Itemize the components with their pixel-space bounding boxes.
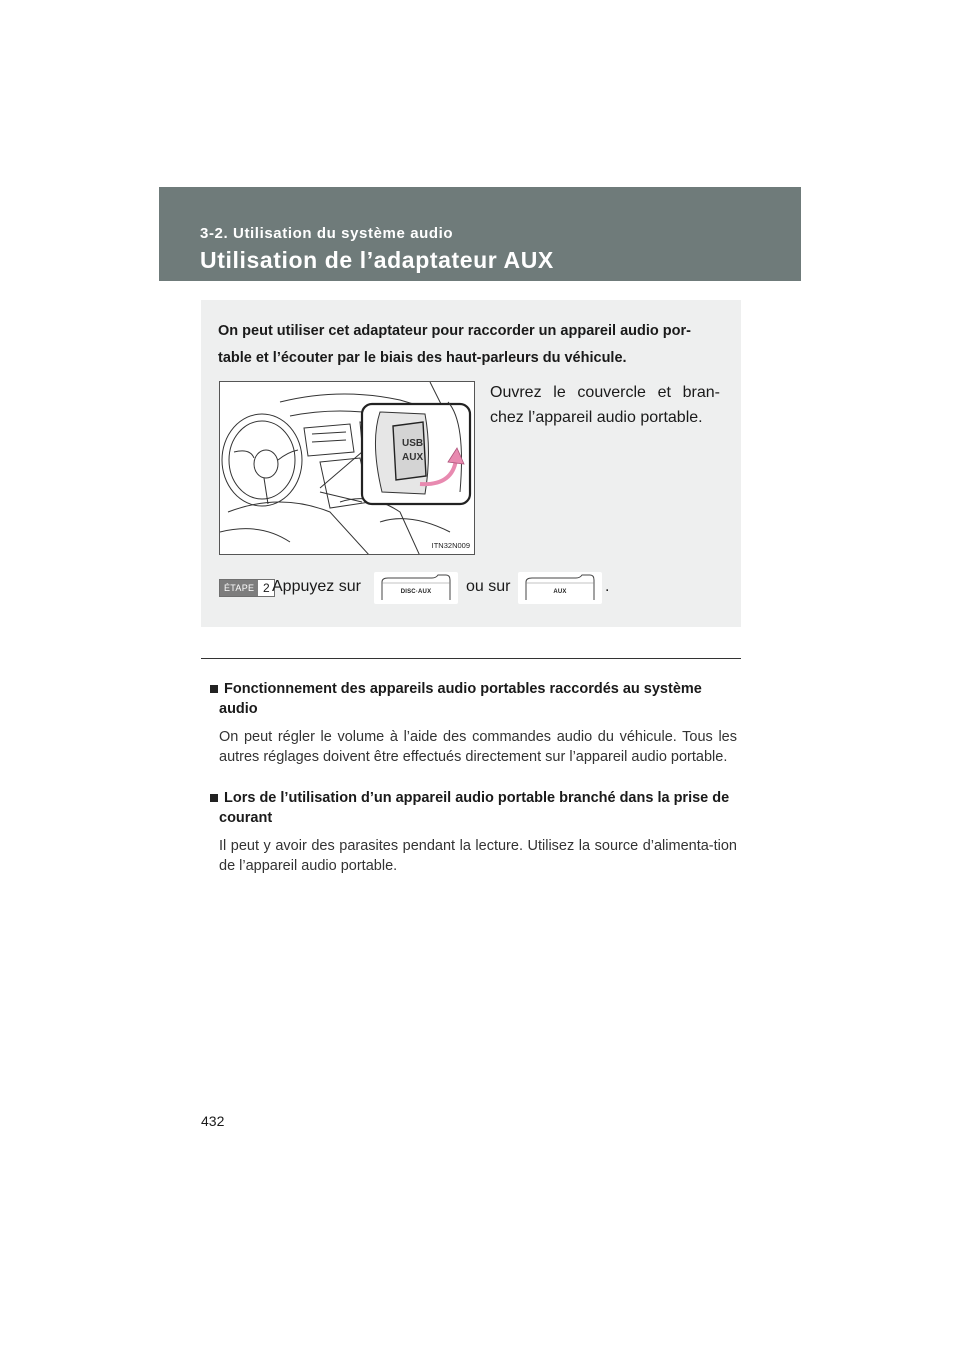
step-1-text: Ouvrez le couvercle et bran-chez l’appareil audio portable. — [490, 384, 720, 426]
subsection-title: Fonctionnement des appareils audio portables raccordés au système audio — [210, 679, 737, 719]
aux-label: AUX — [402, 452, 424, 463]
subsection-body: On peut régler le volume à l’aide des commandes audio du véhicule. Tous les autres réglages doivent être effectués directement sur l’appareil audio portable. — [219, 729, 737, 765]
disc-aux-label: DISC·AUX — [400, 589, 432, 595]
subsection-1 — [210, 679, 737, 767]
square-bullet-icon — [210, 794, 218, 802]
subsection-body: Il peut y avoir des parasites pendant la lecture. Utilisez la source d’alimenta-tion de l’appareil audio portable. — [219, 838, 737, 874]
subsection-title: Lors de l’utilisation d’un appareil audio portable branché dans la prise de courant — [210, 788, 737, 828]
square-bullet-icon — [210, 685, 218, 693]
figure-code: ITN32N009 — [431, 541, 470, 550]
step-badge-label: ÉTAPE — [220, 580, 258, 596]
section-label: 3-2. Utilisation du système audio — [200, 225, 454, 242]
page-title: Utilisation de l’adaptateur AUX — [200, 247, 554, 273]
subsection-2 — [210, 788, 737, 876]
intro-text: On peut utiliser cet adaptateur pour raccorder un appareil audio por-table et l’écouter par le biais des haut-parleurs du véhicule. — [218, 323, 691, 366]
divider — [201, 658, 741, 659]
aux-label: AUX — [553, 589, 567, 595]
step-2-text-before: Appuyez sur — [272, 578, 361, 595]
step-2-text-end: . — [605, 578, 610, 595]
step-2-text-or: ou sur — [466, 578, 511, 595]
section-header — [159, 187, 801, 281]
aux-button-image — [518, 572, 602, 604]
step-badge-number: 2 — [263, 581, 270, 595]
page-number: 432 — [201, 1113, 225, 1129]
step-2-text — [272, 577, 361, 597]
step-2-badge — [219, 579, 275, 597]
usb-label: USB — [402, 438, 424, 449]
dashboard-drawing — [220, 382, 475, 555]
disc-aux-button-image — [374, 572, 458, 604]
dashboard-illustration — [219, 381, 475, 555]
